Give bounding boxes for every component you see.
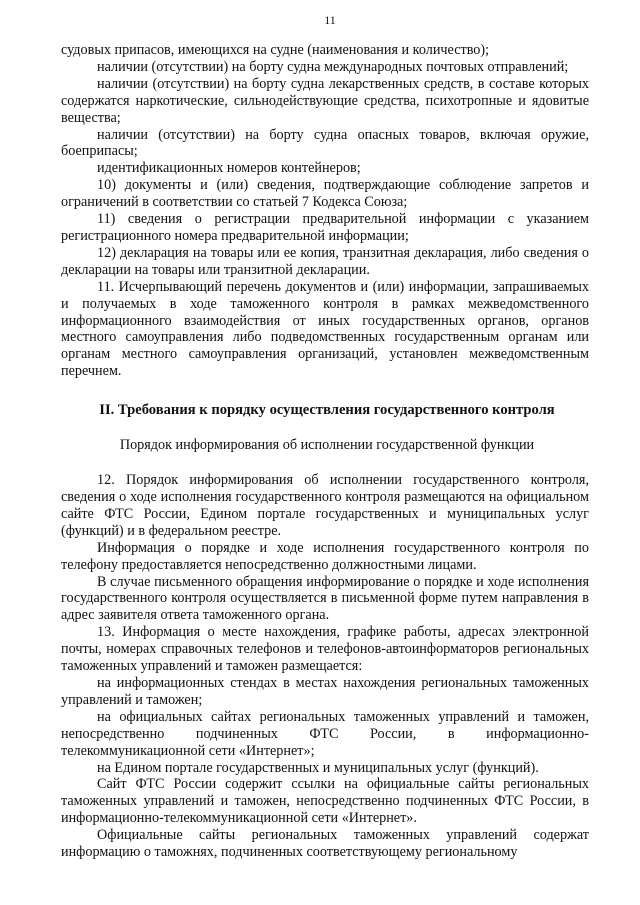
paragraph-postal-items: наличии (отсутствии) на борту судна международных почтовых отправлений; xyxy=(97,58,569,75)
document-page xyxy=(61,12,589,861)
section-title: II. Требования к порядку осуществления государственного контроля xyxy=(99,402,555,419)
paragraph-fts-site-links: Сайт ФТС России содержит ссылки на официальные сайты региональных таможенных управлений и таможен, непосредственно подчиненных ФТС России, в информационно-телекоммуникационной сети «Интернет». xyxy=(61,776,589,827)
paragraph-regional-sites: Официальные сайты региональных таможенных управлений содержат информацию о таможнях, подчиненных соответствующему региональному xyxy=(61,827,589,861)
paragraph-clause-12: 12. Порядок информирования об исполнении государственного контроля, сведения о ходе исполнения государственного контроля размещаются на официальном сайте ФТС России, Едином портале государственных и муниципальных услуг (функций) и в федеральном реестре. xyxy=(61,472,589,539)
paragraph-container-ids: идентификационных номеров контейнеров; xyxy=(97,160,361,177)
paragraph-clause-13: 13. Информация о месте нахождения, графике работы, адресах электронной почты, номерах справочных телефонов и телефонов-автоинформаторов региональных таможенных управлений и таможен размещается: xyxy=(61,624,589,675)
paragraph-info-stands: на информационных стендах в местах нахождения региональных таможенных управлений и таможен; xyxy=(61,675,589,708)
paragraph-unified-portal: на Едином портале государственных и муниципальных услуг (функций). xyxy=(97,759,539,776)
paragraph-dangerous-goods: наличии (отсутствии) на борту судна опасных товаров, включая оружие, боеприпасы; xyxy=(61,126,589,160)
paragraph-clause-11: 11. Исчерпывающий перечень документов и (или) информации, запрашиваемых и получаемых в ходе таможенного контроля в рамках межведомственного информационного взаимодействия от иных государственных органов, органов местного самоуправления либо подведомственных государственным органам или органам местного самоуправления организаций, установлен межведомственным перечнем. xyxy=(61,278,589,380)
paragraph-medicines: наличии (отсутствии) на борту судна лекарственных средств, в составе которых содержатся наркотические, сильнодействующие средства, психотропные и ядовитые вещества; xyxy=(61,75,589,126)
page-number: 11 xyxy=(324,13,336,27)
paragraph-ship-stores: судовых припасов, имеющихся на судне (наименования и количество); xyxy=(61,42,490,58)
subsection-title: Порядок информирования об исполнении государственной функции xyxy=(119,437,535,454)
paragraph-item-11: 11) сведения о регистрации предварительной информации с указанием регистрационного номера предварительной информации; xyxy=(61,211,589,244)
paragraph-item-10: 10) документы и (или) сведения, подтверждающие соблюдение запретов и ограничений в соответствии со статьей 7 Кодекса Союза; xyxy=(61,177,589,211)
paragraph-item-12: 12) декларация на товары или ее копия, транзитная декларация, либо сведения о декларации на товары или транзитной декларации. xyxy=(61,244,589,278)
paragraph-phone-info: Информация о порядке и ходе исполнения государственного контроля по телефону предоставляется непосредственно должностными лицами. xyxy=(61,539,589,573)
paragraph-official-sites: на официальных сайтах региональных таможенных управлений и таможен, непосредственно подчиненных ФТС России, в информационно-телекоммуникационной сети «Интернет»; xyxy=(61,708,589,759)
paragraph-written-request: В случае письменного обращения информирование о порядке и ходе исполнения государственного контроля осуществляется в письменной форме путем направления в адрес заявителя ответа таможенного органа. xyxy=(61,573,589,624)
